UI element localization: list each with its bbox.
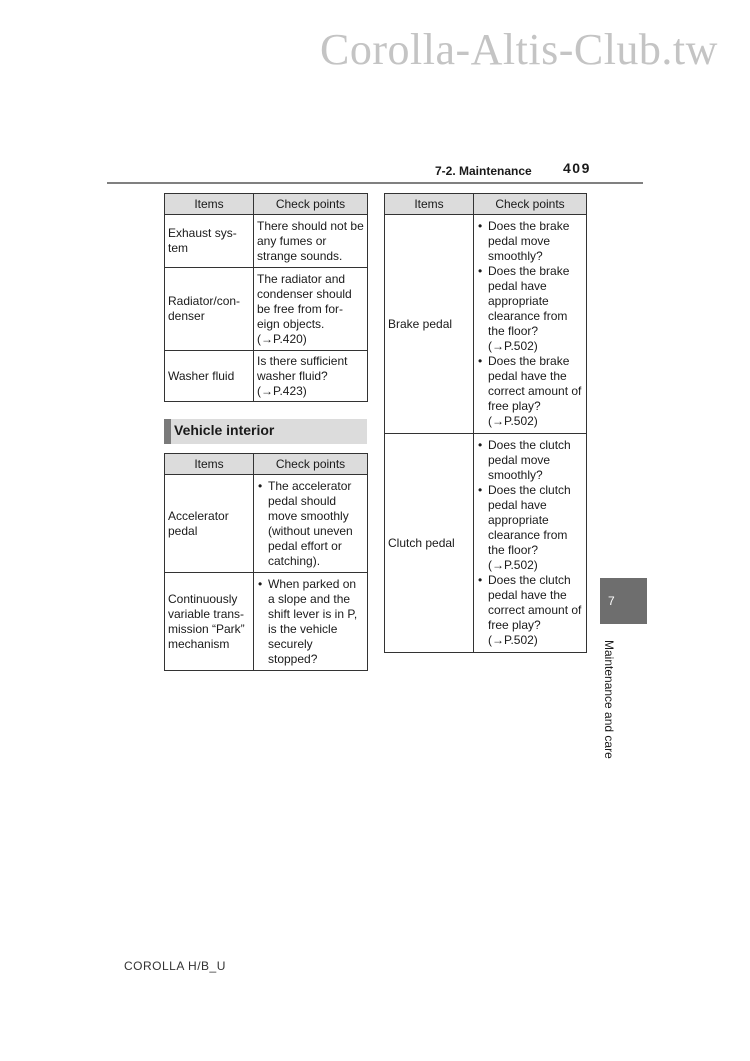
table-row bbox=[165, 351, 368, 402]
table-row bbox=[165, 573, 368, 671]
watermark-text: Corolla-Altis-Club.tw bbox=[320, 25, 718, 74]
check-cell: Is there sufficient washer fluid? (→P.423) bbox=[254, 351, 368, 402]
check-cell bbox=[254, 475, 368, 573]
item-cell: Accelerator pedal bbox=[165, 475, 254, 573]
chapter-number: 7 bbox=[608, 594, 615, 608]
list-item: • Does the brake pedal have the correct amount of free play? (→P.502) bbox=[477, 354, 583, 429]
table-header-row bbox=[165, 194, 368, 215]
item-cell: Radiator/con-denser bbox=[165, 268, 254, 351]
list-item: • Does the clutch pedal have the correct amount of free play? (→P.502) bbox=[477, 573, 583, 648]
column-header-check-points: Check points bbox=[254, 194, 368, 215]
column-header-items: Items bbox=[385, 194, 474, 215]
check-point-list bbox=[477, 219, 583, 429]
section-heading-bar bbox=[164, 419, 171, 444]
table-header-row bbox=[165, 454, 368, 475]
table-row bbox=[385, 434, 587, 653]
list-item: • When parked on a slope and the shift lever is in P, is the vehicle securely stopped? bbox=[257, 577, 364, 667]
column-header-items: Items bbox=[165, 454, 254, 475]
item-cell: Clutch pedal bbox=[385, 434, 474, 653]
footer-model-code: COROLLA H/B_U bbox=[124, 959, 226, 973]
table-header-row bbox=[385, 194, 587, 215]
interior-check-table bbox=[164, 453, 368, 671]
section-heading-title: Vehicle interior bbox=[174, 422, 275, 438]
table-row bbox=[385, 215, 587, 434]
header-rule bbox=[107, 182, 643, 184]
check-point-list bbox=[257, 479, 364, 569]
table-row bbox=[165, 215, 368, 268]
pedal-check-table bbox=[384, 193, 587, 653]
exterior-check-table bbox=[164, 193, 368, 402]
list-item: • Does the clutch pedal have appropriate clearance from the floor? (→P.502) bbox=[477, 483, 583, 573]
list-item: • The accelerator pedal should move smoothly (without uneven pedal effort or catching). bbox=[257, 479, 364, 569]
list-item: • Does the brake pedal have appropriate clearance from the floor? (→P.502) bbox=[477, 264, 583, 354]
item-cell: Continuously variable trans-mission “Park” mechanism bbox=[165, 573, 254, 671]
item-cell: Brake pedal bbox=[385, 215, 474, 434]
chapter-tab[interactable] bbox=[600, 578, 647, 624]
check-point-list bbox=[257, 577, 364, 667]
column-header-check-points: Check points bbox=[474, 194, 587, 215]
check-cell: The radiator and condenser should be free from for-eign objects. (→P.420) bbox=[254, 268, 368, 351]
check-cell: There should not be any fumes or strange sounds. bbox=[254, 215, 368, 268]
page-number: 409 bbox=[563, 160, 591, 176]
table-row bbox=[165, 475, 368, 573]
column-header-check-points: Check points bbox=[254, 454, 368, 475]
section-heading bbox=[164, 419, 367, 444]
check-point-list bbox=[477, 438, 583, 648]
check-cell bbox=[474, 215, 587, 434]
column-header-items: Items bbox=[165, 194, 254, 215]
item-cell: Exhaust sys-tem bbox=[165, 215, 254, 268]
table-row bbox=[165, 268, 368, 351]
section-header: 7-2. Maintenance bbox=[435, 164, 532, 178]
list-item: • Does the brake pedal move smoothly? bbox=[477, 219, 583, 264]
chapter-title: Maintenance and care bbox=[602, 640, 616, 759]
check-cell bbox=[254, 573, 368, 671]
check-cell bbox=[474, 434, 587, 653]
list-item: • Does the clutch pedal move smoothly? bbox=[477, 438, 583, 483]
item-cell: Washer fluid bbox=[165, 351, 254, 402]
